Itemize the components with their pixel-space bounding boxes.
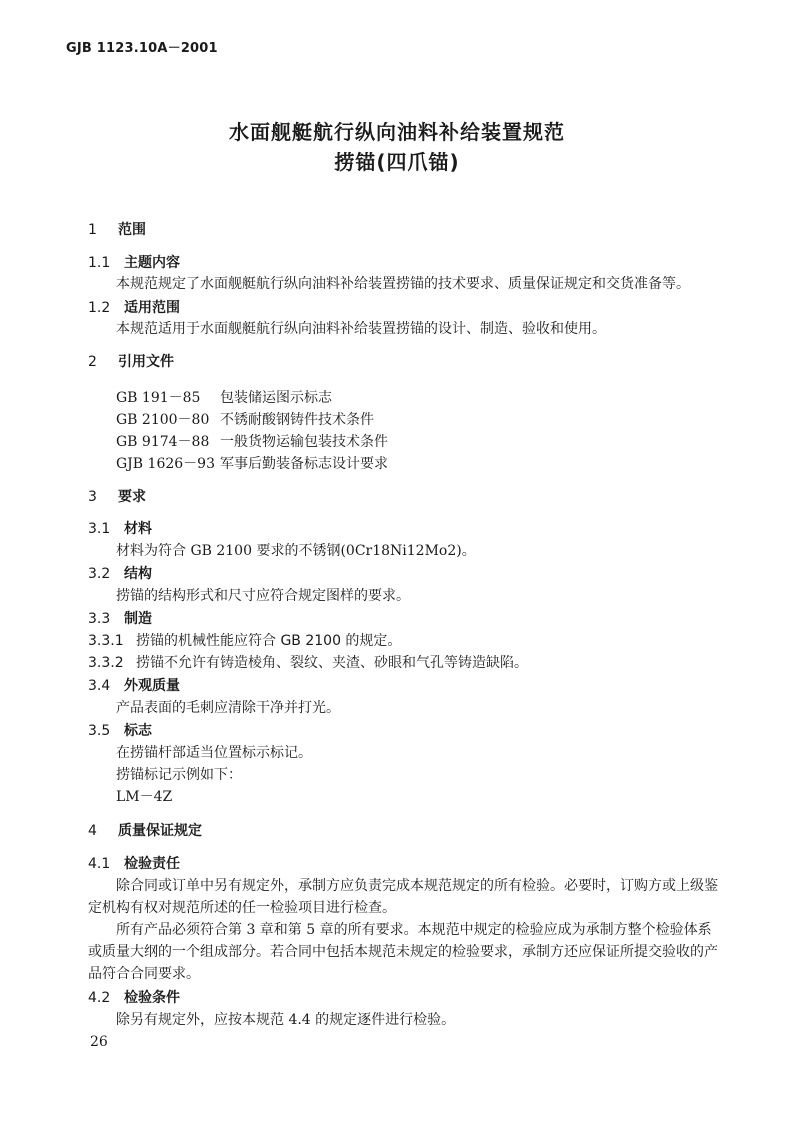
section-3-5-text-1: 在捞锚杆部适当位置标示标记。 [116,745,312,761]
section-number: 4.2 [88,990,111,1006]
section-number: 3.5 [88,723,111,739]
reference-item [116,453,388,473]
reference-item [116,409,374,429]
section-1-1-heading [88,252,180,272]
section-4-heading [88,820,202,840]
section-4-1-paragraph-2-line-1: 所有产品必须符合第 3 章和第 5 章的所有要求。本规范中规定的检验应成为承制方整个检验体系 [116,922,712,938]
section-3-2-heading [88,563,152,583]
section-4-1-paragraph-1-line-1: 除合同或订单中另有规定外，承制方应负责完成本规范规定的所有检验。必要时，订购方或上级鉴 [116,878,718,894]
section-number: 1.2 [88,300,111,316]
section-3-4-heading [88,675,180,695]
section-3-3-1-item [88,630,401,650]
section-4-1-paragraph-2-line-2: 或质量大纲的一个组成部分。若合同中包括本规范未规定的检验要求，承制方还应保证所提交验收的产 [88,944,718,960]
section-title: 检验责任 [124,856,180,872]
section-number: 3 [88,489,97,505]
section-3-3-heading [88,608,152,628]
section-title: 材料 [124,521,152,537]
section-title: 引用文件 [118,354,174,370]
section-number: 4 [88,823,97,839]
marking-example: LM－4Z [116,789,173,805]
section-number: 3.1 [88,521,111,537]
reference-code: GB 191－85 [116,390,201,406]
doc-title: 水面舰艇航行纵向油料补给装置规范 [229,120,565,144]
section-3-4-text: 产品表面的毛刺应清除干净并打光。 [116,700,340,716]
section-1-1-text: 本规范规定了水面舰艇航行纵向油料补给装置捞锚的技术要求、质量保证规定和交货准备等。 [116,276,690,292]
reference-code: GB 2100－80 [116,412,210,428]
section-title: 范围 [118,222,146,238]
reference-title: 军事后勤装备标志设计要求 [220,456,388,472]
section-text: 捞锚不允许有铸造棱角、裂纹、夹渣、砂眼和气孔等铸造缺陷。 [136,655,528,671]
section-title: 标志 [124,723,152,739]
section-3-1-heading [88,518,152,538]
reference-item [116,387,332,407]
section-3-3-2-item [88,652,528,672]
doc-subtitle: 捞锚(四爪锚) [334,150,460,174]
reference-title: 一般货物运输包装技术条件 [220,434,388,450]
section-number: 3.3.1 [88,633,124,649]
section-title: 制造 [124,611,152,627]
section-number: 3.4 [88,678,111,694]
section-4-1-heading [88,853,180,873]
reference-title: 不锈耐酸钢铸件技术条件 [220,412,374,428]
section-3-5-text-2: 捞锚标记示例如下： [116,767,242,783]
section-number: 3.3.2 [88,655,124,671]
reference-code: GB 9174－88 [116,434,210,450]
section-1-2-heading [88,297,180,317]
section-number: 4.1 [88,856,111,872]
section-4-1-paragraph-2-line-3: 品符合合同要求。 [88,966,200,982]
section-number: 2 [88,354,97,370]
section-title: 主题内容 [124,255,180,271]
section-title: 适用范围 [124,300,180,316]
reference-code: GJB 1626－93 [116,456,215,472]
section-number: 3.3 [88,611,111,627]
section-4-2-text: 除另有规定外，应按本规范 4.4 的规定逐件进行检验。 [116,1012,456,1028]
section-number: 1 [88,222,97,238]
section-title: 质量保证规定 [118,823,202,839]
section-3-5-heading [88,720,152,740]
section-1-heading [88,219,146,239]
section-title: 检验条件 [124,990,180,1006]
section-text: 捞锚的机械性能应符合 GB 2100 的规定。 [136,633,402,649]
reference-title: 包装储运图示标志 [220,390,332,406]
section-4-1-paragraph-1-line-2: 定机构有权对规范所述的任一检验项目进行检查。 [88,900,396,916]
section-title: 外观质量 [124,678,180,694]
page-number: 26 [90,1034,108,1050]
section-title: 结构 [124,566,152,582]
reference-item [116,431,388,451]
section-number: 3.2 [88,566,111,582]
section-2-heading [88,351,174,371]
section-3-2-text: 捞锚的结构形式和尺寸应符合规定图样的要求。 [116,588,410,604]
section-title: 要求 [118,489,146,505]
section-number: 1.1 [88,255,111,271]
section-1-2-text: 本规范适用于水面舰艇航行纵向油料补给装置捞锚的设计、制造、验收和使用。 [116,321,606,337]
section-3-heading [88,486,146,506]
section-3-1-text: 材料为符合 GB 2100 要求的不锈钢(0Cr18Ni12Mo2)。 [116,543,476,559]
section-4-2-heading [88,987,180,1007]
document-code: GJB 1123.10A－2001 [66,41,218,56]
